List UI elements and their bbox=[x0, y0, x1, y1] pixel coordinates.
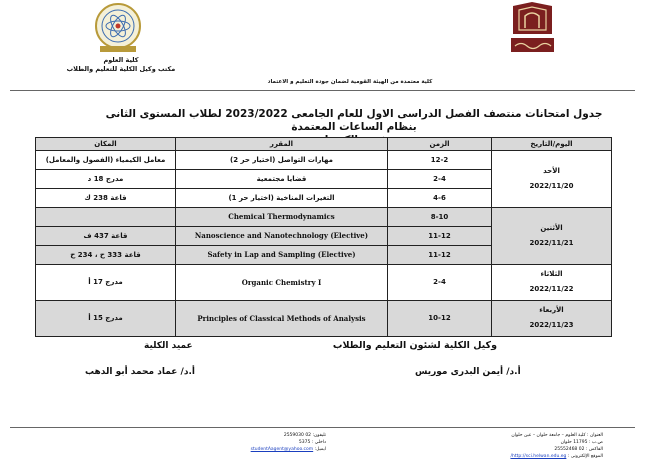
day-date: 2022/11/20 bbox=[529, 181, 574, 190]
faculty-office-header bbox=[52, 56, 190, 74]
footer-email-line bbox=[206, 446, 326, 453]
course-cell: Organic Chemistry I bbox=[176, 264, 388, 300]
day-date: 2022/11/21 bbox=[529, 238, 574, 247]
dean-title: عميد الكلية bbox=[144, 341, 193, 351]
footer-divider bbox=[10, 427, 635, 428]
footer-pobox: ص.ب : 11795 حلوان bbox=[560, 440, 603, 445]
day-cell-sunday bbox=[492, 150, 612, 207]
time-cell: 4-6 bbox=[388, 188, 492, 207]
time-cell: 2-4 bbox=[388, 264, 492, 300]
time-cell: 11-12 bbox=[388, 226, 492, 245]
time-cell: 2-4 bbox=[388, 169, 492, 188]
header-course: المقرر bbox=[176, 138, 388, 151]
footer-email-label: ايميل: bbox=[314, 447, 326, 452]
footer-website-line bbox=[478, 453, 603, 460]
table-header-row bbox=[36, 138, 612, 151]
faculty-of-science-logo bbox=[88, 2, 148, 54]
place-cell: مدرج 18 د bbox=[36, 169, 176, 188]
time-cell: 12-2 bbox=[388, 150, 492, 169]
title-line-1: جدول امتحانات منتصف الفصل الدراسى الاول للعام الجامعى 2023/2022 لطلاب المستوى الثانى بنظام الساعات المعتمدة bbox=[105, 108, 603, 133]
day-date: 2022/11/23 bbox=[529, 321, 574, 330]
footer-address: العنوان : كلية العلوم – جامعة حلوان – عين حلوان bbox=[511, 433, 603, 438]
course-cell: Chemical Thermodynamics bbox=[176, 207, 388, 226]
time-cell: 11-12 bbox=[388, 245, 492, 264]
header-day: اليوم/التاريخ bbox=[492, 138, 612, 151]
header-divider bbox=[10, 90, 635, 91]
day-cell-monday bbox=[492, 207, 612, 264]
place-cell: قاعة 437 ف bbox=[36, 226, 176, 245]
day-date: 2022/11/22 bbox=[529, 285, 574, 294]
faculty-name: كلية العلوم bbox=[103, 56, 139, 64]
table-row bbox=[36, 264, 612, 300]
day-name: الأحد bbox=[543, 166, 560, 175]
accreditation-note: كلية معتمدة من الهيئة القومية لضمان جودة التعليم و الاعتماد bbox=[267, 79, 433, 85]
course-cell: التغيرات المناخية (اختيار حر 1) bbox=[176, 188, 388, 207]
place-cell: قاعة 238 ك bbox=[36, 188, 176, 207]
footer-email-link[interactable]: studentAagent@yahoo.com bbox=[250, 447, 314, 452]
footer-website-link[interactable]: http://sci.helwan.edu.eg/ bbox=[510, 454, 567, 459]
course-cell: Principles of Classical Methods of Analysis bbox=[176, 300, 388, 336]
header-place: المكان bbox=[36, 138, 176, 151]
footer-fax: الفاكس : 02 25552468 bbox=[554, 447, 603, 452]
time-cell: 8-10 bbox=[388, 207, 492, 226]
vice-dean-name: أ.د/ أيمن البدرى موريس bbox=[415, 367, 521, 377]
office-name: مكتب وكيل الكلية للتعليم والطلاب bbox=[66, 65, 176, 73]
course-cell: Nanoscience and Nanotechnology (Elective) bbox=[176, 226, 388, 245]
place-cell bbox=[36, 207, 176, 226]
footer-phone: تليفون: 02 2559030 bbox=[283, 433, 326, 438]
dean-name: أ.د/ عماد محمد أبو الدهب bbox=[85, 367, 195, 377]
place-cell: معامل الكيمياء (الفصول والمعامل) bbox=[36, 150, 176, 169]
footer-contact-block bbox=[206, 432, 326, 453]
course-cell: Safety in Lap and Sampling (Elective) bbox=[176, 245, 388, 264]
day-name: الأثنين bbox=[540, 223, 563, 232]
course-cell: قضايا مجتمعية bbox=[176, 169, 388, 188]
day-cell-tuesday bbox=[492, 264, 612, 300]
day-name: الأربعاء bbox=[539, 306, 564, 315]
table-row bbox=[36, 150, 612, 169]
exam-schedule-table bbox=[35, 137, 612, 337]
place-cell: مدرج 15 أ bbox=[36, 300, 176, 336]
header-time: الزمن bbox=[388, 138, 492, 151]
helwan-university-logo bbox=[505, 0, 560, 60]
footer-address-block bbox=[478, 432, 603, 460]
footer-ext: داخلي : 5375 bbox=[298, 440, 326, 445]
table-row bbox=[36, 207, 612, 226]
footer-website-label: الموقع الإلكترونى : bbox=[567, 454, 603, 459]
vice-dean-title: وكيل الكلية لشئون التعليم والطلاب bbox=[332, 340, 497, 351]
day-cell-wednesday bbox=[492, 300, 612, 336]
course-cell: مهارات التواصل (اختيار حر 2) bbox=[176, 150, 388, 169]
place-cell: مدرج 17 أ bbox=[36, 264, 176, 300]
place-cell: قاعة 333 ح ، 234 ح bbox=[36, 245, 176, 264]
day-name: الثلاثاء bbox=[540, 270, 563, 279]
table-row bbox=[36, 300, 612, 336]
time-cell: 10-12 bbox=[388, 300, 492, 336]
